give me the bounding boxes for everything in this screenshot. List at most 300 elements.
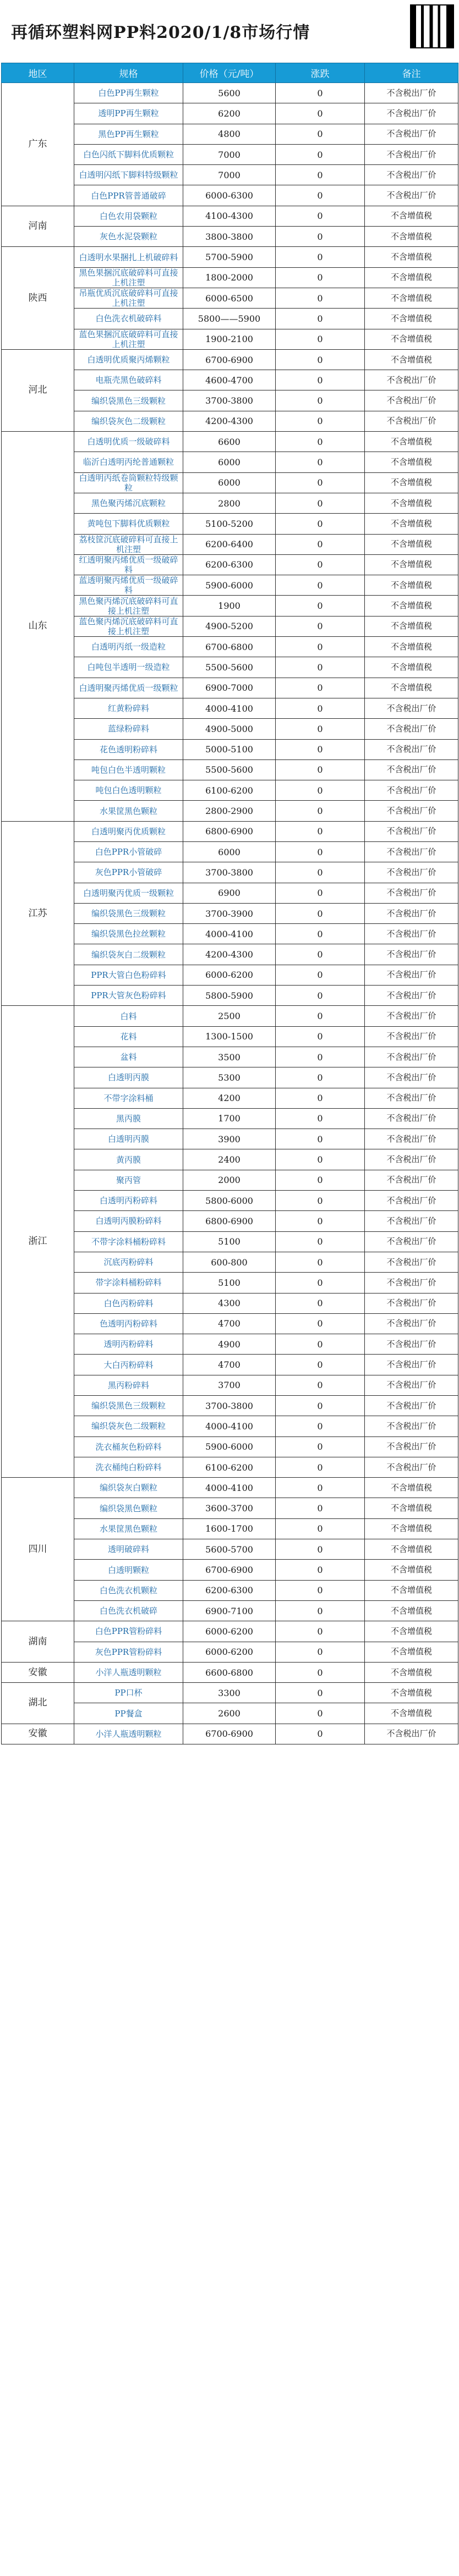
change-cell: 0 xyxy=(276,1191,365,1211)
change-cell: 0 xyxy=(276,575,365,596)
spec-cell: 编织袋黑色三级颗粒 xyxy=(74,903,183,923)
note-cell: 不含增值税 xyxy=(365,1539,458,1560)
price-cell: 6900-7000 xyxy=(183,678,276,698)
price-cell: 4900-5200 xyxy=(183,616,276,636)
price-table xyxy=(1,63,458,1744)
note-cell: 不含税出厂价 xyxy=(365,986,458,1006)
change-cell: 0 xyxy=(276,165,365,185)
spec-cell: 白透明丙纸一级造粒 xyxy=(74,637,183,657)
spec-cell: 花色透明粉碎料 xyxy=(74,739,183,759)
spec-cell: 白色洗衣机破碎料 xyxy=(74,309,183,329)
note-cell: 不含税出厂价 xyxy=(365,698,458,718)
spec-cell: 透明PP再生颗粒 xyxy=(74,103,183,124)
note-cell: 不含税出厂价 xyxy=(365,739,458,759)
change-cell: 0 xyxy=(276,247,365,267)
note-cell: 不含增值税 xyxy=(365,1662,458,1682)
spec-cell: 电瓶壳黑色破碎料 xyxy=(74,370,183,390)
change-cell: 0 xyxy=(276,1457,365,1477)
price-cell: 1700 xyxy=(183,1108,276,1129)
note-cell: 不含增值税 xyxy=(365,472,458,493)
price-cell: 6700-6900 xyxy=(183,1724,276,1744)
note-cell: 不含税出厂价 xyxy=(365,883,458,903)
price-cell: 4600-4700 xyxy=(183,370,276,390)
price-cell: 6000-6200 xyxy=(183,1621,276,1642)
price-cell: 7000 xyxy=(183,144,276,164)
region-cell: 四川 xyxy=(2,1478,74,1621)
price-cell: 4000-4100 xyxy=(183,924,276,944)
note-cell: 不含增值税 xyxy=(365,309,458,329)
page-header xyxy=(0,0,459,63)
price-cell: 3700-3800 xyxy=(183,390,276,411)
page-title: 再循环塑料网PP料2020/1/8市场行情 xyxy=(11,23,310,42)
note-cell: 不含增值税 xyxy=(365,1560,458,1580)
price-cell: 2000 xyxy=(183,1170,276,1190)
price-cell: 1900-2100 xyxy=(183,329,276,349)
change-cell: 0 xyxy=(276,986,365,1006)
table-row xyxy=(2,1621,458,1642)
change-cell: 0 xyxy=(276,596,365,616)
spec-cell: 编织袋灰白二级颗粒 xyxy=(74,944,183,965)
note-cell: 不含增值税 xyxy=(365,637,458,657)
note-cell: 不含税出厂价 xyxy=(365,841,458,862)
table-row xyxy=(2,1478,458,1498)
table-body xyxy=(2,83,458,1744)
price-cell: 1900 xyxy=(183,596,276,616)
note-cell: 不含税出厂价 xyxy=(365,759,458,780)
spec-cell: 透明丙粉碎料 xyxy=(74,1334,183,1355)
change-cell: 0 xyxy=(276,1273,365,1293)
change-cell: 0 xyxy=(276,185,365,206)
note-cell: 不含税出厂价 xyxy=(365,903,458,923)
price-cell: 5100-5200 xyxy=(183,514,276,534)
region-cell: 陕西 xyxy=(2,247,74,349)
region-cell: 江苏 xyxy=(2,821,74,1006)
change-cell: 0 xyxy=(276,924,365,944)
change-cell: 0 xyxy=(276,554,365,575)
note-cell: 不含税出厂价 xyxy=(365,719,458,739)
spec-cell: 蓝透明聚丙烯优质一级破碎料 xyxy=(74,575,183,596)
change-cell: 0 xyxy=(276,883,365,903)
header-spec: 规格 xyxy=(74,63,183,83)
change-cell: 0 xyxy=(276,719,365,739)
change-cell: 0 xyxy=(276,1149,365,1170)
spec-cell: 黑色PP再生颗粒 xyxy=(74,124,183,144)
note-cell: 不含税出厂价 xyxy=(365,124,458,144)
spec-cell: 白透明闪纸下脚料特级颗粒 xyxy=(74,165,183,185)
change-cell: 0 xyxy=(276,1313,365,1334)
note-cell: 不含增值税 xyxy=(365,1642,458,1662)
note-cell: 不含增值税 xyxy=(365,267,458,288)
note-cell: 不含税出厂价 xyxy=(365,1108,458,1129)
table-row xyxy=(2,83,458,103)
note-cell: 不含税出厂价 xyxy=(365,1211,458,1231)
price-cell: 600-800 xyxy=(183,1252,276,1272)
spec-cell: 编织袋灰白颗粒 xyxy=(74,1478,183,1498)
spec-cell: 沉底丙粉碎料 xyxy=(74,1252,183,1272)
spec-cell: 色透明丙粉碎料 xyxy=(74,1313,183,1334)
price-cell: 6600 xyxy=(183,432,276,452)
spec-cell: 吨包白色透明颗粒 xyxy=(74,780,183,801)
price-cell: 3700 xyxy=(183,1375,276,1395)
change-cell: 0 xyxy=(276,1436,365,1457)
price-cell: 2800 xyxy=(183,493,276,513)
note-cell: 不含税出厂价 xyxy=(365,1006,458,1026)
note-cell: 不含税出厂价 xyxy=(365,411,458,431)
spec-cell: 吨包白色半透明颗粒 xyxy=(74,759,183,780)
price-cell: 3700-3800 xyxy=(183,862,276,883)
change-cell: 0 xyxy=(276,1621,365,1642)
spec-cell: 大白丙粉碎料 xyxy=(74,1355,183,1375)
price-cell: 2800-2900 xyxy=(183,801,276,821)
spec-cell: 灰色PPR管粉碎料 xyxy=(74,1642,183,1662)
note-cell: 不含税出厂价 xyxy=(365,862,458,883)
note-cell: 不含税出厂价 xyxy=(365,1170,458,1190)
change-cell: 0 xyxy=(276,1006,365,1026)
change-cell: 0 xyxy=(276,1662,365,1682)
spec-cell: PP餐盒 xyxy=(74,1703,183,1724)
change-cell: 0 xyxy=(276,1396,365,1416)
note-cell: 不含税出厂价 xyxy=(365,83,458,103)
change-cell: 0 xyxy=(276,1108,365,1129)
change-cell: 0 xyxy=(276,452,365,472)
change-cell: 0 xyxy=(276,206,365,226)
change-cell: 0 xyxy=(276,370,365,390)
note-cell: 不含税出厂价 xyxy=(365,924,458,944)
note-cell: 不含税出厂价 xyxy=(365,1273,458,1293)
note-cell: 不含税出厂价 xyxy=(365,1252,458,1272)
change-cell: 0 xyxy=(276,411,365,431)
note-cell: 不含税出厂价 xyxy=(365,780,458,801)
change-cell: 0 xyxy=(276,698,365,718)
change-cell: 0 xyxy=(276,472,365,493)
price-cell: 6000-6500 xyxy=(183,288,276,308)
price-cell: 4700 xyxy=(183,1355,276,1375)
note-cell: 不含增值税 xyxy=(365,452,458,472)
note-cell: 不含增值税 xyxy=(365,1580,458,1600)
spec-cell: 白料 xyxy=(74,1006,183,1026)
change-cell: 0 xyxy=(276,1170,365,1190)
note-cell: 不含税出厂价 xyxy=(365,1088,458,1108)
price-cell: 5700-5900 xyxy=(183,247,276,267)
price-cell: 6700-6900 xyxy=(183,1560,276,1580)
change-cell: 0 xyxy=(276,739,365,759)
price-cell: 4200-4300 xyxy=(183,944,276,965)
spec-cell: 红透明聚丙烯优质一级破碎料 xyxy=(74,554,183,575)
price-cell: 2600 xyxy=(183,1703,276,1724)
price-cell: 5300 xyxy=(183,1067,276,1088)
spec-cell: 白透明丙纸卷筒颗粒特级颗粒 xyxy=(74,472,183,493)
price-cell: 6800-6900 xyxy=(183,1211,276,1231)
spec-cell: 水果筐黑色颗粒 xyxy=(74,1518,183,1539)
region-cell: 浙江 xyxy=(2,1006,74,1478)
note-cell: 不含增值税 xyxy=(365,678,458,698)
price-cell: 6200-6400 xyxy=(183,534,276,554)
note-cell: 不含增值税 xyxy=(365,247,458,267)
spec-cell: PP口杯 xyxy=(74,1683,183,1703)
spec-cell: 洗衣桶纯白粉碎料 xyxy=(74,1457,183,1477)
spec-cell: 白透明丙膜粉碎料 xyxy=(74,1211,183,1231)
price-cell: 4700 xyxy=(183,1313,276,1334)
spec-cell: 黑色聚丙烯沉底颗粒 xyxy=(74,493,183,513)
change-cell: 0 xyxy=(276,493,365,513)
spec-cell: 编织袋黑色颗粒 xyxy=(74,1498,183,1518)
spec-cell: 白色洗衣机破碎 xyxy=(74,1600,183,1621)
price-cell: 4200 xyxy=(183,1088,276,1108)
spec-cell: 小洋人瓶透明颗粒 xyxy=(74,1662,183,1682)
region-cell: 湖北 xyxy=(2,1683,74,1724)
spec-cell: 白透明丙粉碎料 xyxy=(74,1191,183,1211)
price-cell: 4900 xyxy=(183,1334,276,1355)
change-cell: 0 xyxy=(276,1293,365,1313)
table-row xyxy=(2,247,458,267)
change-cell: 0 xyxy=(276,1026,365,1047)
price-cell: 4900-5000 xyxy=(183,719,276,739)
spec-cell: 小洋人瓶透明颗粒 xyxy=(74,1724,183,1744)
note-cell: 不含增值税 xyxy=(365,514,458,534)
region-cell: 安徽 xyxy=(2,1724,74,1744)
price-cell: 1300-1500 xyxy=(183,1026,276,1047)
spec-cell: 白色PPR管粉碎料 xyxy=(74,1621,183,1642)
note-cell: 不含税出厂价 xyxy=(365,185,458,206)
price-cell: 4000-4100 xyxy=(183,1416,276,1436)
price-cell: 4100-4300 xyxy=(183,206,276,226)
note-cell: 不含税出厂价 xyxy=(365,1129,458,1149)
price-cell: 6000 xyxy=(183,472,276,493)
note-cell: 不含税出厂价 xyxy=(365,1191,458,1211)
spec-cell: 蓝色聚丙烯沉底破碎料可直接上机注塑 xyxy=(74,616,183,636)
note-cell: 不含增值税 xyxy=(365,554,458,575)
note-cell: 不含增值税 xyxy=(365,349,458,370)
note-cell: 不含增值税 xyxy=(365,1518,458,1539)
change-cell: 0 xyxy=(276,616,365,636)
price-cell: 4000-4100 xyxy=(183,698,276,718)
price-cell: 6900 xyxy=(183,883,276,903)
price-cell: 5100 xyxy=(183,1231,276,1252)
change-cell: 0 xyxy=(276,267,365,288)
spec-cell: 编织袋灰色二级颗粒 xyxy=(74,411,183,431)
table-row xyxy=(2,821,458,841)
price-cell: 6200 xyxy=(183,103,276,124)
price-cell: 5800-6000 xyxy=(183,1191,276,1211)
spec-cell: 不带字涂料桶粉碎料 xyxy=(74,1231,183,1252)
change-cell: 0 xyxy=(276,1724,365,1744)
spec-cell: 临沂白透明丙纶普通颗粒 xyxy=(74,452,183,472)
price-cell: 5800-5900 xyxy=(183,986,276,1006)
table-row xyxy=(2,1662,458,1682)
note-cell: 不含增值税 xyxy=(365,1478,458,1498)
spec-cell: 白色丙粉碎料 xyxy=(74,1293,183,1313)
change-cell: 0 xyxy=(276,1642,365,1662)
price-cell: 6100-6200 xyxy=(183,780,276,801)
change-cell: 0 xyxy=(276,637,365,657)
note-cell: 不含税出厂价 xyxy=(365,103,458,124)
price-cell: 6000 xyxy=(183,452,276,472)
change-cell: 0 xyxy=(276,227,365,247)
price-cell: 7000 xyxy=(183,165,276,185)
price-cell: 5100 xyxy=(183,1273,276,1293)
price-cell: 3500 xyxy=(183,1047,276,1067)
change-cell: 0 xyxy=(276,1478,365,1498)
spec-cell: 白透明聚丙优质颗粒 xyxy=(74,821,183,841)
note-cell: 不含税出厂价 xyxy=(365,1457,458,1477)
change-cell: 0 xyxy=(276,1252,365,1272)
note-cell: 不含税出厂价 xyxy=(365,944,458,965)
price-cell: 4000-4100 xyxy=(183,1478,276,1498)
change-cell: 0 xyxy=(276,1703,365,1724)
spec-cell: 聚丙管 xyxy=(74,1170,183,1190)
table-row xyxy=(2,432,458,452)
note-cell: 不含税出厂价 xyxy=(365,1047,458,1067)
change-cell: 0 xyxy=(276,349,365,370)
note-cell: 不含税出厂价 xyxy=(365,1231,458,1252)
change-cell: 0 xyxy=(276,144,365,164)
note-cell: 不含税出厂价 xyxy=(365,1313,458,1334)
price-cell: 5600-5700 xyxy=(183,1539,276,1560)
spec-cell: 黑丙膜 xyxy=(74,1108,183,1129)
change-cell: 0 xyxy=(276,1355,365,1375)
spec-cell: 白透明聚丙优质一级颗粒 xyxy=(74,883,183,903)
price-cell: 6900-7100 xyxy=(183,1600,276,1621)
change-cell: 0 xyxy=(276,83,365,103)
region-cell: 湖南 xyxy=(2,1621,74,1663)
note-cell: 不含增值税 xyxy=(365,1703,458,1724)
note-cell: 不含税出厂价 xyxy=(365,390,458,411)
note-cell: 不含税出厂价 xyxy=(365,1293,458,1313)
change-cell: 0 xyxy=(276,965,365,985)
note-cell: 不含增值税 xyxy=(365,534,458,554)
change-cell: 0 xyxy=(276,1416,365,1436)
price-cell: 5600 xyxy=(183,83,276,103)
note-cell: 不含税出厂价 xyxy=(365,165,458,185)
note-cell: 不含税出厂价 xyxy=(365,1436,458,1457)
note-cell: 不含税出厂价 xyxy=(365,965,458,985)
price-cell: 6800-6900 xyxy=(183,821,276,841)
spec-cell: 荔枝筐沉底破碎料可直接上机注塑 xyxy=(74,534,183,554)
price-cell: 3700-3900 xyxy=(183,903,276,923)
note-cell: 不含税出厂价 xyxy=(365,1149,458,1170)
note-cell: 不含税出厂价 xyxy=(365,1375,458,1395)
spec-cell: 白透明丙膜 xyxy=(74,1129,183,1149)
change-cell: 0 xyxy=(276,329,365,349)
price-cell: 3600-3700 xyxy=(183,1498,276,1518)
price-cell: 5500-5600 xyxy=(183,657,276,678)
spec-cell: 透明破碎料 xyxy=(74,1539,183,1560)
spec-cell: 白色农用袋颗粒 xyxy=(74,206,183,226)
spec-cell: 黑色果捆沉底破碎料可直接上机注塑 xyxy=(74,267,183,288)
change-cell: 0 xyxy=(276,944,365,965)
note-cell: 不含税出厂价 xyxy=(365,144,458,164)
change-cell: 0 xyxy=(276,821,365,841)
note-cell: 不含税出厂价 xyxy=(365,1067,458,1088)
price-cell: 3700-3800 xyxy=(183,1396,276,1416)
spec-cell: 蓝绿粉碎料 xyxy=(74,719,183,739)
price-cell: 6700-6800 xyxy=(183,637,276,657)
change-cell: 0 xyxy=(276,1231,365,1252)
spec-cell: 红黄粉碎料 xyxy=(74,698,183,718)
change-cell: 0 xyxy=(276,390,365,411)
price-cell: 6600-6800 xyxy=(183,1662,276,1682)
spec-cell: 盆料 xyxy=(74,1047,183,1067)
price-cell: 5800——5900 xyxy=(183,309,276,329)
region-cell: 河北 xyxy=(2,349,74,431)
price-cell: 6000-6200 xyxy=(183,965,276,985)
table-header-row xyxy=(2,63,458,83)
spec-cell: 白色洗衣机颗粒 xyxy=(74,1580,183,1600)
spec-cell: PPR大管白色粉碎料 xyxy=(74,965,183,985)
change-cell: 0 xyxy=(276,1683,365,1703)
change-cell: 0 xyxy=(276,780,365,801)
price-cell: 2400 xyxy=(183,1149,276,1170)
spec-cell: 编织袋黑色拉丝颗粒 xyxy=(74,924,183,944)
change-cell: 0 xyxy=(276,103,365,124)
change-cell: 0 xyxy=(276,1129,365,1149)
table-row xyxy=(2,1724,458,1744)
price-cell: 6100-6200 xyxy=(183,1457,276,1477)
note-cell: 不含增值税 xyxy=(365,575,458,596)
spec-cell: 水果筐黑色颗粒 xyxy=(74,801,183,821)
spec-cell: 白色PP再生颗粒 xyxy=(74,83,183,103)
spec-cell: 灰色PPR小管破碎 xyxy=(74,862,183,883)
note-cell: 不含税出厂价 xyxy=(365,1396,458,1416)
change-cell: 0 xyxy=(276,124,365,144)
note-cell: 不含税出厂价 xyxy=(365,1355,458,1375)
change-cell: 0 xyxy=(276,432,365,452)
spec-cell: 花料 xyxy=(74,1026,183,1047)
spec-cell: PPR大管灰色粉碎料 xyxy=(74,986,183,1006)
change-cell: 0 xyxy=(276,1518,365,1539)
spec-cell: 白透明优质聚丙烯颗粒 xyxy=(74,349,183,370)
change-cell: 0 xyxy=(276,903,365,923)
spec-cell: 黄吨包下脚料优质颗粒 xyxy=(74,514,183,534)
table-row xyxy=(2,206,458,226)
price-cell: 6000-6300 xyxy=(183,185,276,206)
change-cell: 0 xyxy=(276,1211,365,1231)
note-cell: 不含税出厂价 xyxy=(365,801,458,821)
note-cell: 不含增值税 xyxy=(365,329,458,349)
region-cell: 安徽 xyxy=(2,1662,74,1682)
note-cell: 不含增值税 xyxy=(365,1600,458,1621)
change-cell: 0 xyxy=(276,514,365,534)
table-row xyxy=(2,1006,458,1026)
note-cell: 不含税出厂价 xyxy=(365,1724,458,1744)
note-cell: 不含增值税 xyxy=(365,432,458,452)
spec-cell: 白色闪纸下脚料优质颗粒 xyxy=(74,144,183,164)
note-cell: 不含增值税 xyxy=(365,596,458,616)
price-cell: 3300 xyxy=(183,1683,276,1703)
change-cell: 0 xyxy=(276,801,365,821)
change-cell: 0 xyxy=(276,534,365,554)
change-cell: 0 xyxy=(276,1334,365,1355)
header-change: 涨跌 xyxy=(276,63,365,83)
spec-cell: 白透明水果捆扎上机破碎料 xyxy=(74,247,183,267)
price-cell: 6000-6200 xyxy=(183,1642,276,1662)
change-cell: 0 xyxy=(276,1047,365,1067)
spec-cell: 黑丙粉碎料 xyxy=(74,1375,183,1395)
change-cell: 0 xyxy=(276,1067,365,1088)
note-cell: 不含增值税 xyxy=(365,288,458,308)
price-cell: 2500 xyxy=(183,1006,276,1026)
spec-cell: 洗衣桶灰色粉碎料 xyxy=(74,1436,183,1457)
change-cell: 0 xyxy=(276,1539,365,1560)
spec-cell: 不带字涂料桶 xyxy=(74,1088,183,1108)
change-cell: 0 xyxy=(276,1560,365,1580)
note-cell: 不含增值税 xyxy=(365,493,458,513)
change-cell: 0 xyxy=(276,657,365,678)
note-cell: 不含增值税 xyxy=(365,1621,458,1642)
spec-cell: 黑色聚丙烯沉底破碎料可直接上机注塑 xyxy=(74,596,183,616)
change-cell: 0 xyxy=(276,288,365,308)
price-cell: 4200-4300 xyxy=(183,411,276,431)
